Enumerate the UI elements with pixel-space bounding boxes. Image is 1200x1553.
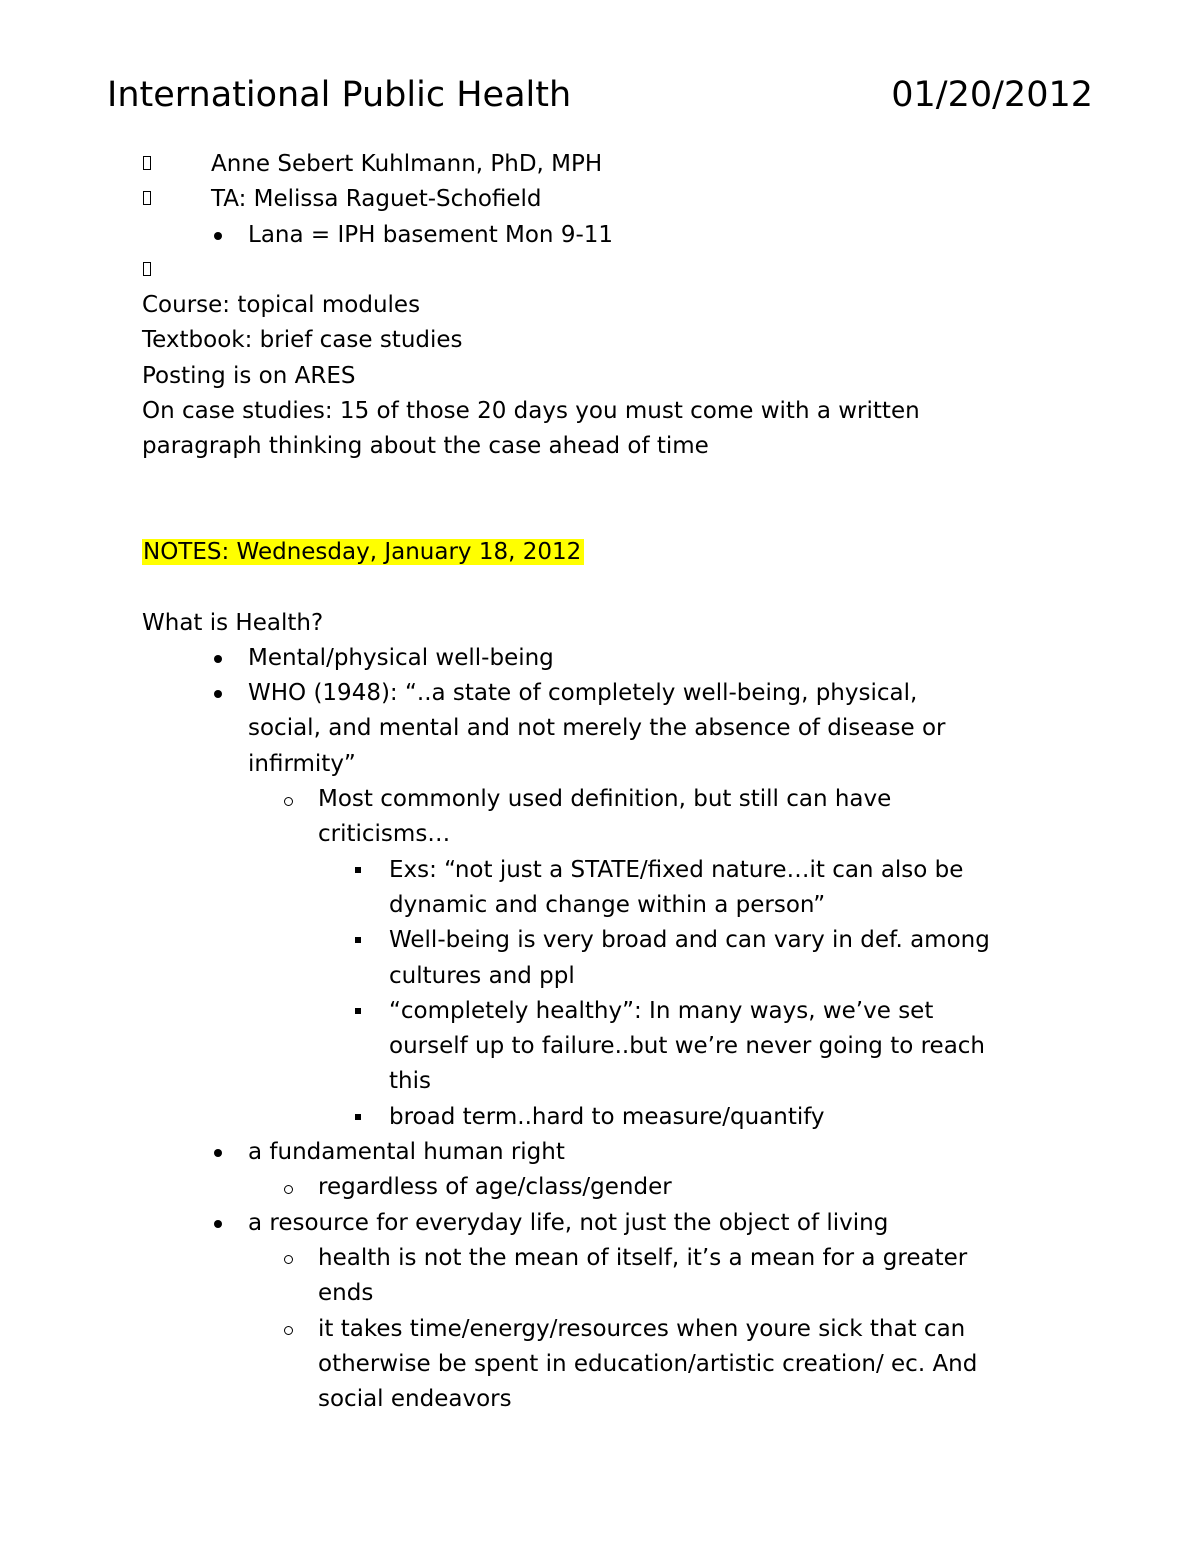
list-item: a fundamental human right [248,1139,565,1165]
list-item: it takes time/energy/resources when youre sick that can [318,1316,966,1342]
list-item-continued: infirmity” [248,751,356,777]
case-studies-line-2: paragraph thinking about the case ahead of time [142,433,709,459]
bullet-circle-icon [284,1185,293,1194]
list-item: Most commonly used definition, but still can have [318,786,892,812]
list-item: regardless of age/class/gender [318,1174,672,1200]
header [107,72,1093,118]
missing-glyph-bullet-icon [143,262,151,276]
missing-glyph-bullet-icon [143,156,151,170]
bullet-dot-icon [214,1149,222,1157]
list-item-continued: dynamic and change within a person” [389,892,826,918]
bullet-dot-icon [214,1220,222,1228]
bullet-dot-icon [214,655,222,663]
bullet-square-icon [355,867,361,873]
list-item: WHO (1948): “..a state of completely well-being, physical, [248,680,918,706]
list-item: a resource for everyday life, not just the object of living [248,1210,889,1236]
bullet-circle-icon [284,1326,293,1335]
list-item-continued: social endeavors [318,1386,512,1412]
list-item: broad term..hard to measure/quantify [389,1104,825,1130]
bullet-dot-icon [214,690,222,698]
list-item: Well-being is very broad and can vary in def. among [389,927,990,953]
bullet-square-icon [355,1114,361,1120]
list-item-continued: criticisms… [318,821,451,847]
list-item-continued: ourself up to failure..but we’re never going to reach [389,1033,986,1059]
bullet-circle-icon [284,1255,293,1264]
bullet-dot-icon [214,232,222,240]
textbook-line: Textbook: brief case studies [142,327,463,353]
document-date: 01/20/2012 [891,75,1093,115]
document-title: International Public Health [107,75,572,115]
list-item: Exs: “not just a STATE/fixed nature…it can also be [389,857,964,883]
list-item: Mental/physical well-being [248,645,554,671]
list-item: “completely healthy”: In many ways, we’ve set [389,998,934,1024]
list-item-continued: cultures and ppl [389,963,575,989]
list-item: health is not the mean of itself, it’s a mean for a greater [318,1245,968,1271]
notes-heading [142,535,584,570]
bullet-square-icon [355,1008,361,1014]
list-item-continued: ends [318,1280,374,1306]
notes-heading-text: NOTES: Wednesday, January 18, 2012 [142,539,584,565]
health-question: What is Health? [142,610,324,636]
posting-line: Posting is on ARES [142,363,356,389]
bullet-circle-icon [284,797,293,806]
missing-glyph-bullet-icon [143,191,151,205]
ta-line: TA: Melissa Raguet-Schofield [211,186,542,212]
course-line: Course: topical modules [142,292,421,318]
case-studies-line-1: On case studies: 15 of those 20 days you must come with a written [142,398,920,424]
list-item-continued: social, and mental and not merely the absence of disease or [248,715,946,741]
bullet-square-icon [355,937,361,943]
list-item-continued: otherwise be spent in education/artistic creation/ ec. And [318,1351,978,1377]
ta-office-hours-line: Lana = IPH basement Mon 9-11 [248,222,614,248]
instructor-line: Anne Sebert Kuhlmann, PhD, MPH [211,151,603,177]
list-item-continued: this [389,1068,431,1094]
